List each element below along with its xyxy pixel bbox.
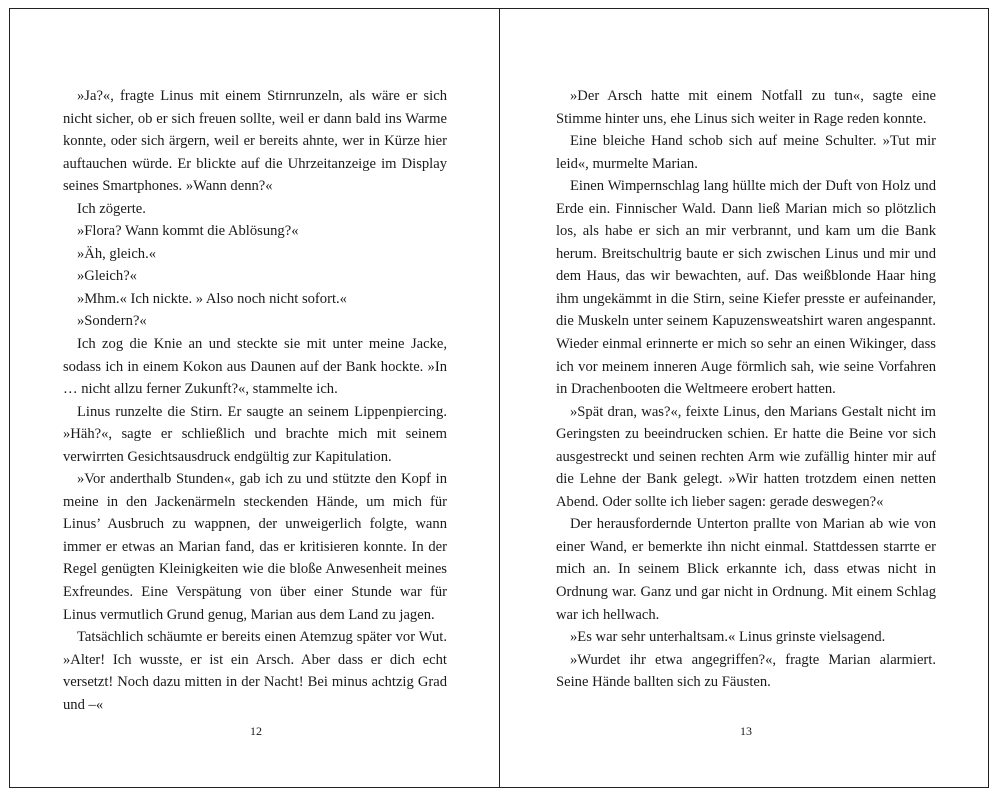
paragraph: Ich zögerte. xyxy=(77,200,146,217)
paragraph: »Äh, gleich.« xyxy=(77,245,157,262)
right-page-text xyxy=(556,85,936,694)
paragraph: »Es war sehr unterhaltsam.« Linus grinste vielsagend. xyxy=(570,629,886,646)
left-page xyxy=(9,8,499,788)
paragraph: Ich zog die Knie an und steckte sie mit unter meine Jacke, sodass ich in einem Kokon aus Daunen auf der Bank hockte. »In … nicht allzu ferner Zukunft?«, stammelte ich. xyxy=(63,336,447,398)
paragraph: »Vor anderthalb Stunden«, gab ich zu und stützte den Kopf in meine in den Jackenärmeln steckenden Hände, um mich für Linus’ Ausbruch zu wappnen, der unweigerlich folgte, wann immer er etwas an Marian fand, das er kritisieren konnte. In der Regel genügten Kleinigkeiten wie die bloße Anwesenheit meines Exfreundes. Eine Verspätung von über einer Stunde war für Linus vermutlich Grund genug, Marian aus dem Land zu jagen. xyxy=(63,471,447,623)
paragraph: »Wurdet ihr etwa angegriffen?«, fragte Marian alarmiert. Seine Hände ballten sich zu Fäusten. xyxy=(556,651,936,691)
paragraph: Einen Wimpernschlag lang hüllte mich der Duft von Holz und Erde ein. Finnischer Wald. Dann ließ Marian mich so plötzlich los, als habe er sich an mir verbrannt, und kam um die Bank herum. Breitschultrig baute er sich zwischen Linus und mir und dem Haus, das wir bewachten, auf. Das weißblonde Haar hing ihm ungekämmt in die Stirn, seine Kiefer presste er aufeinander, die Muskeln unter seinem Kapuzensweatshirt waren angespannt. Wieder einmal erinnerte er mich so sehr an einen Wikinger, dass ich vor meinem inneren Auge förmlich sah, wie seine Vorfahren in Drachenbooten die Weltmeere erobert hatten. xyxy=(556,178,936,398)
paragraph: »Ja?«, fragte Linus mit einem Stirnrunzeln, als wäre er sich nicht sicher, ob er sich freuen sollte, weil er dann bald ins Warme konnte, oder sich ärgern, weil er bereits ahnte, wer in Kürze hier auftauchen würde. Er blickte auf die Uhrzeitanzeige im Display seines Smartphones. »Wann denn?« xyxy=(63,88,447,195)
paragraph: Linus runzelte die Stirn. Er saugte an seinem Lippenpiercing. »Häh?«, sagte er schließlich und brachte mich mit seinem verwirrten Gesichtsausdruck endgültig zur Kapitulation. xyxy=(63,403,447,465)
paragraph: »Sondern?« xyxy=(77,313,147,330)
paragraph: Eine bleiche Hand schob sich auf meine Schulter. »Tut mir leid«, murmelte Marian. xyxy=(556,133,936,172)
paragraph: »Mhm.« Ich nickte. » Also noch nicht sofort.« xyxy=(77,290,347,307)
paragraph: Der herausfordernde Unterton prallte von Marian ab wie von einer Wand, er bemerkte ihn nicht einmal. Stattdessen starrte er mich an. In seinem Blick erkannte ich, dass etwas nicht in Ordnung war. Ganz und gar nicht in Ordnung. Mit einem Schlag war ich hellwach. xyxy=(556,516,936,623)
paragraph: »Flora? Wann kommt die Ablösung?« xyxy=(77,223,299,240)
left-page-number: 12 xyxy=(250,724,262,738)
paragraph: »Gleich?« xyxy=(77,268,137,285)
right-page-number: 13 xyxy=(740,724,752,738)
paragraph: Tatsächlich schäumte er bereits einen Atemzug später vor Wut. »Alter! Ich wusste, er ist ein Arsch. Aber dass er dich echt versetzt! Noch dazu mitten in der Nacht! Bei minus achtzig Grad und –« xyxy=(63,629,447,713)
left-page-text xyxy=(63,85,447,716)
paragraph: »Der Arsch hatte mit einem Notfall zu tun«, sagte eine Stimme hinter uns, ehe Linus sich weiter in Rage reden konnte. xyxy=(556,88,936,127)
paragraph: »Spät dran, was?«, feixte Linus, den Marians Gestalt nicht im Geringsten zu beeindrucken schien. Er hatte die Beine vor sich ausgestreckt und seinen rechten Arm wie zufällig hinter mir auf die Lehne der Bank gelegt. »Wir hatten trotzdem einen netten Abend. Oder sollte ich lieber sagen: gerade deswegen?« xyxy=(556,403,936,510)
right-page xyxy=(499,8,989,788)
